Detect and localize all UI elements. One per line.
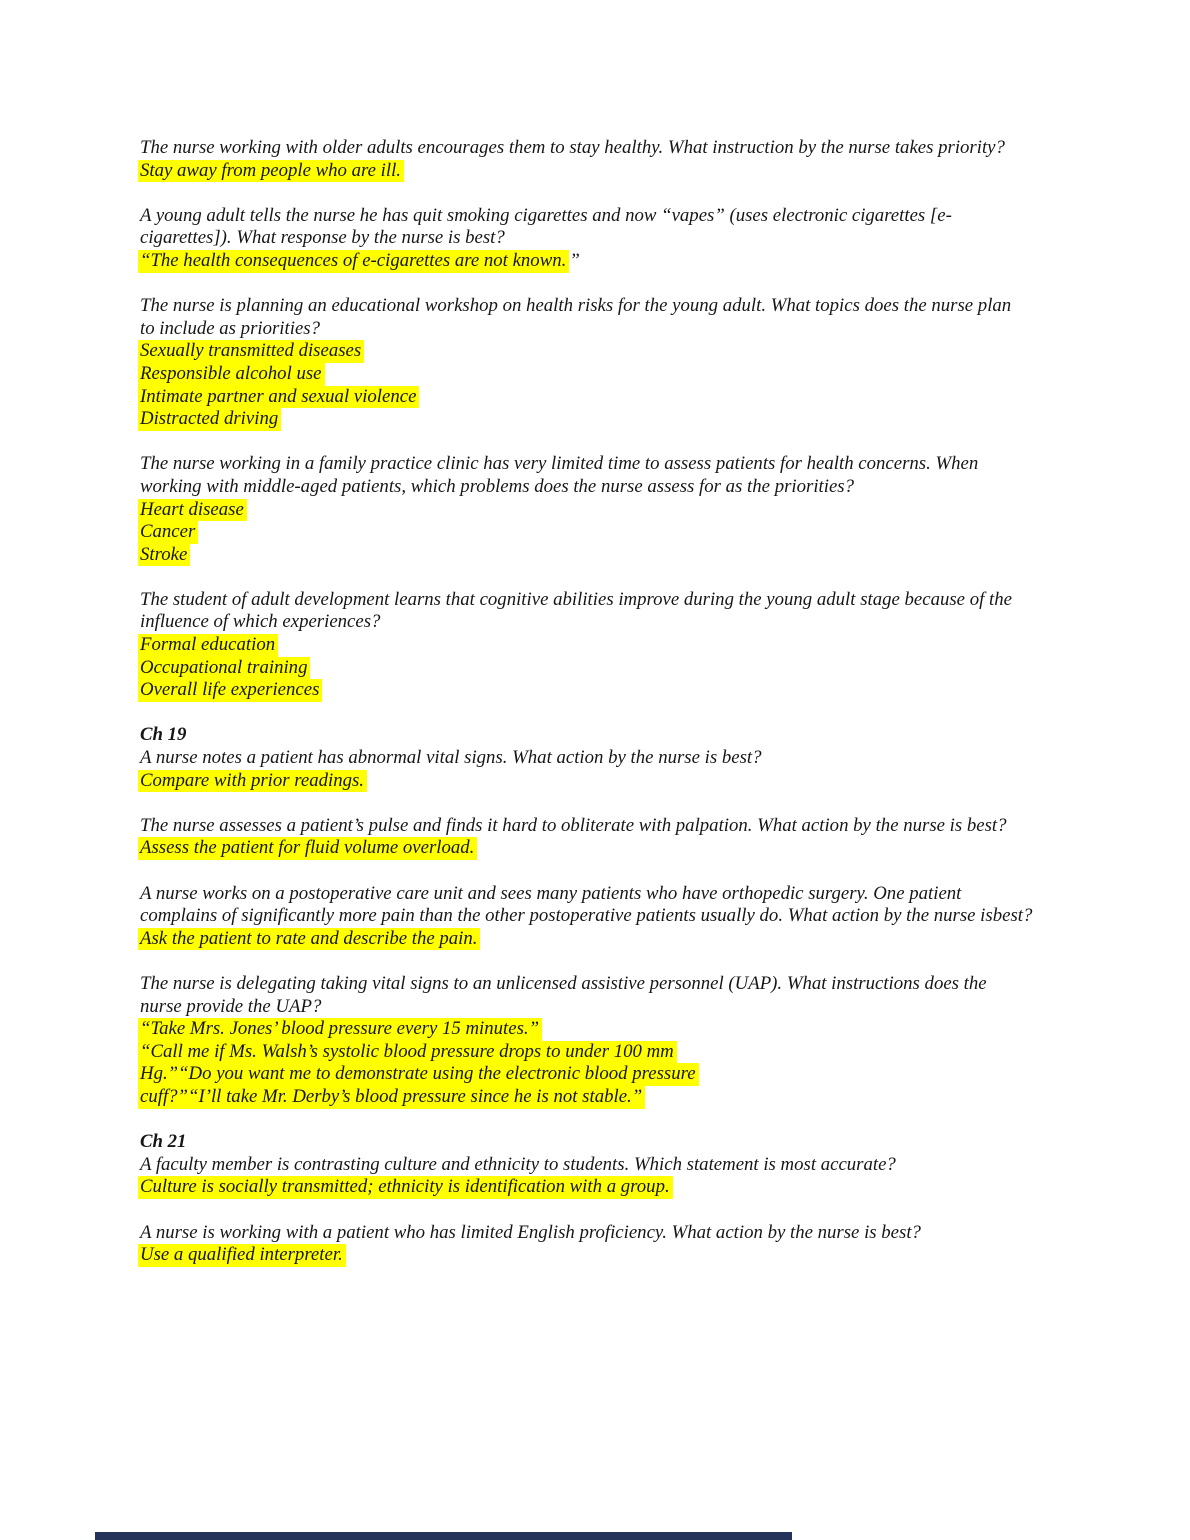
qa-block: [140, 1222, 1070, 1267]
qa-block: [140, 973, 1070, 1109]
question-line: complains of significantly more pain than the other postoperative patients usually do. What action by the nurse isbest?: [140, 905, 1033, 927]
answer-suffix: ”: [569, 249, 580, 271]
answer-highlight: Compare with prior readings.: [138, 770, 367, 793]
chapter-heading: Ch 21: [140, 1131, 187, 1153]
qa-block: [140, 1131, 1070, 1199]
answer-line: [140, 1018, 1070, 1041]
question-line: The nurse is planning an educational workshop on health risks for the young adult. What topics does the nurse plan: [140, 295, 1012, 317]
question-line: The student of adult development learns that cognitive abilities improve during the young adult stage because of the: [140, 588, 1012, 610]
answer-line: [140, 1041, 1070, 1064]
qa-block: [140, 589, 1070, 702]
answer-highlight: Hg.”“Do you want me to demonstrate using the electronic blood pressure: [138, 1063, 699, 1086]
answer-line: [140, 250, 1070, 273]
answer-highlight: Ask the patient to rate and describe the pain.: [138, 928, 480, 951]
question-line: A faculty member is contrasting culture and ethnicity to students. Which statement is most accurate?: [140, 1153, 896, 1175]
qa-block: [140, 205, 1070, 273]
question-line: A young adult tells the nurse he has quit smoking cigarettes and now “vapes” (uses electronic cigarettes [e-: [140, 204, 952, 226]
answer-line: [140, 521, 1070, 544]
question-line: The nurse working with older adults encourages them to stay healthy. What instruction by the nurse takes priority?: [140, 137, 1005, 158]
answer-highlight: Sexually transmitted diseases: [138, 340, 364, 363]
question-line: cigarettes]). What response by the nurse is best?: [140, 227, 505, 249]
question-line: A nurse notes a patient has abnormal vital signs. What action by the nurse is best?: [140, 747, 762, 769]
answer-highlight: cuff?”“I’ll take Mr. Derby’s blood pressure since he is not stable.”: [138, 1086, 645, 1109]
answer-line: [140, 770, 1070, 793]
question-line: A nurse works on a postoperative care unit and sees many patients who have orthopedic surgery. One patient: [140, 882, 962, 904]
answer-highlight: Heart disease: [138, 499, 247, 522]
answer-line: [140, 408, 1070, 431]
answer-highlight: Cancer: [138, 521, 198, 544]
answer-line: [140, 340, 1070, 363]
answer-highlight: Stay away from people who are ill.: [138, 160, 404, 183]
answer-highlight: Occupational training: [138, 657, 310, 680]
question-line: The nurse is delegating taking vital signs to an unlicensed assistive personnel (UAP). What instructions does the: [140, 972, 987, 994]
answer-line: [140, 160, 1070, 183]
question-line: working with middle-aged patients, which problems does the nurse assess for as the priorities?: [140, 475, 855, 497]
answer-highlight: “Call me if Ms. Walsh’s systolic blood pressure drops to under 100 mm: [138, 1041, 677, 1064]
answer-highlight: Culture is socially transmitted; ethnicity is identification with a group.: [138, 1176, 673, 1199]
qa-block: [140, 453, 1070, 566]
answer-highlight: Distracted driving: [138, 408, 281, 431]
answer-highlight: “The health consequences of e-cigarettes are not known.: [138, 250, 569, 273]
answer-line: [140, 1176, 1070, 1199]
qa-block: [140, 815, 1070, 860]
answer-highlight: Intimate partner and sexual violence: [138, 386, 419, 409]
answer-highlight: Overall life experiences: [138, 679, 322, 702]
qa-block: [140, 295, 1070, 431]
answer-line: [140, 544, 1070, 567]
answer-highlight: Assess the patient for fluid volume overload.: [138, 837, 477, 860]
answer-line: [140, 679, 1070, 702]
answer-highlight: Responsible alcohol use: [138, 363, 325, 386]
answer-line: [140, 386, 1070, 409]
answer-line: [140, 928, 1070, 951]
chapter-heading: Ch 19: [140, 724, 187, 746]
answer-line: [140, 634, 1070, 657]
next-page-edge-bar: [95, 1532, 792, 1540]
answer-highlight: Use a qualified interpreter.: [138, 1244, 346, 1267]
answer-line: [140, 1244, 1070, 1267]
answer-line: [140, 499, 1070, 522]
answer-line: [140, 837, 1070, 860]
answer-line: [140, 363, 1070, 386]
answer-highlight: Formal education: [138, 634, 278, 657]
question-line: influence of which experiences?: [140, 611, 381, 633]
answer-line: [140, 657, 1070, 680]
question-line: A nurse is working with a patient who has limited English proficiency. What action by the nurse is best?: [140, 1221, 921, 1243]
question-line: The nurse assesses a patient’s pulse and finds it hard to obliterate with palpation. What action by the nurse is best?: [140, 814, 1007, 836]
question-line: to include as priorities?: [140, 317, 320, 339]
answer-line: [140, 1086, 1070, 1109]
qa-block: [140, 883, 1070, 951]
question-line: nurse provide the UAP?: [140, 995, 322, 1017]
answer-highlight: “Take Mrs. Jones’ blood pressure every 15 minutes.”: [138, 1018, 542, 1041]
answer-highlight: Stroke: [138, 544, 190, 567]
qa-block: [140, 724, 1070, 792]
question-line: The nurse working in a family practice clinic has very limited time to assess patients for health concerns. When: [140, 453, 979, 475]
answer-line: [140, 1063, 1070, 1086]
qa-block: [140, 137, 1070, 182]
